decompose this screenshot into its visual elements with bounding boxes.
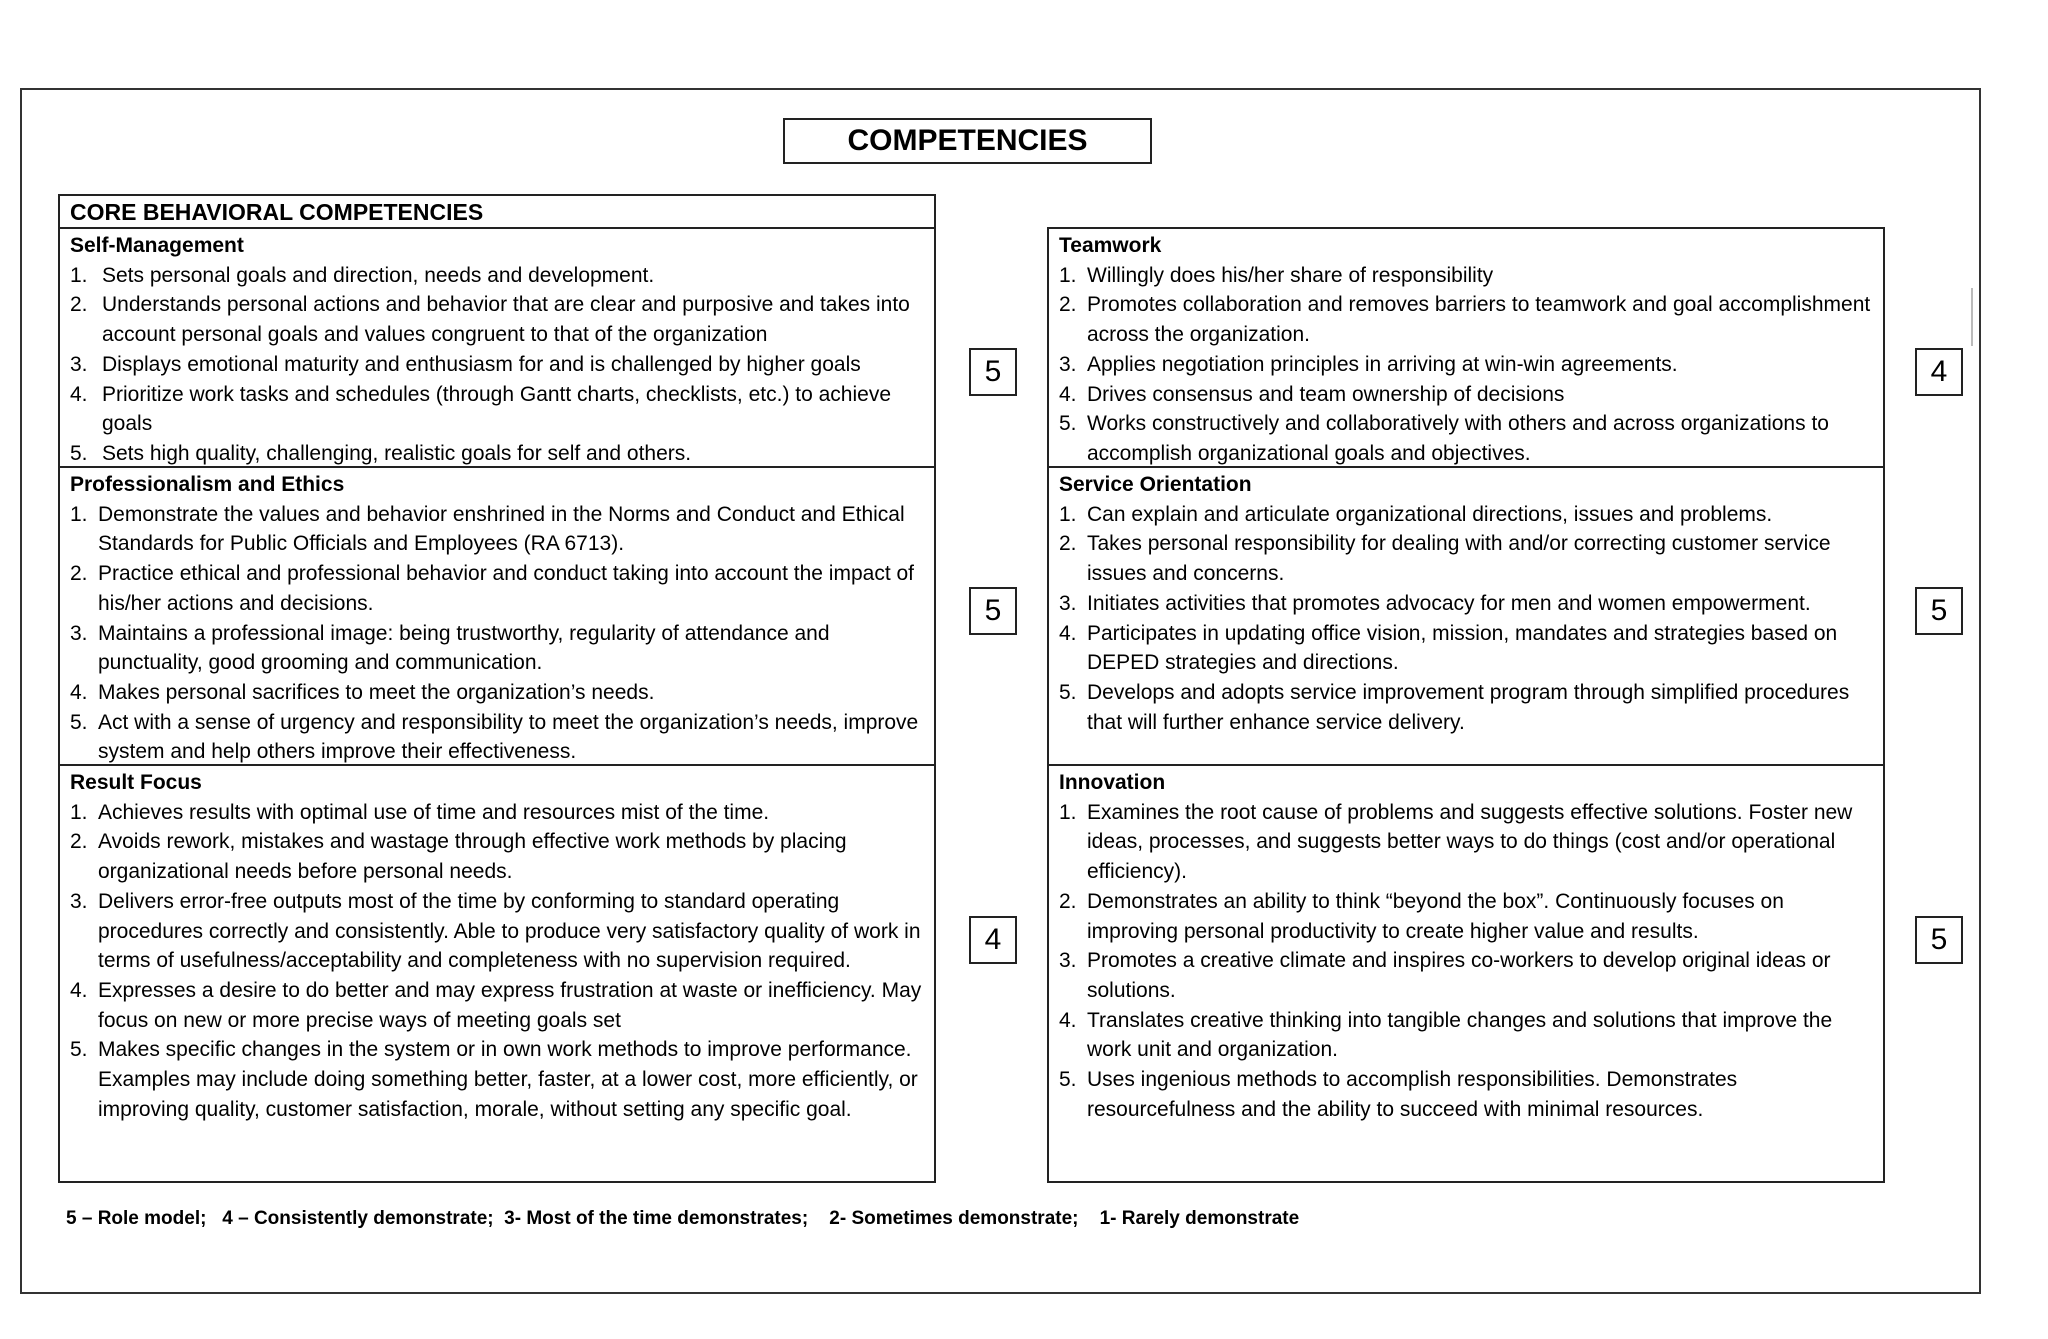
core-competencies-header: CORE BEHAVIORAL COMPETENCIES [58,194,936,227]
list-item: 4. Expresses a desire to do better and may express frustration at waste or inefficiency. May focus on new or more precise ways of meeting goals set [70,978,922,1032]
competency-title: Self-Management [70,234,244,257]
rating-innovation: 5 [1915,916,1963,964]
competency-box-professionalism [58,466,936,766]
list-item: 2. Demonstrates an ability to think “beyond the box”. Continuously focuses on improving personal productivity to create higher value and results. [1059,889,1784,943]
list-item: 3. Applies negotiation principles in arriving at win-win agreements. [1059,352,1678,376]
list-item: 3. Initiates activities that promotes advocacy for men and women empowerment. [1059,591,1811,615]
list-item: 5. Makes specific changes in the system or in own work methods to improve performance. Examples may include doing something better, faster, at a lower cost, more efficiently, or improving quality, customer satisfaction, morale, without setting any specific goal. [70,1038,918,1121]
list-item: 1. Achieves results with optimal use of time and resources mist of the time. [70,800,770,824]
rating-result-focus: 4 [969,916,1017,964]
list-item: 5. Uses ingenious methods to accomplish responsibilities. Demonstrates resourcefulness and the ability to succeed with minimal resources. [1059,1068,1738,1121]
competency-box-result-focus [58,764,936,1183]
page-title: COMPETENCIES [783,118,1152,164]
competency-title: Professionalism and Ethics [70,473,345,496]
list-item: 3. Maintains a professional image: being trustworthy, regularity of attendance and punctuality, good grooming and communication. [70,621,830,675]
rating-professionalism: 5 [969,587,1017,635]
rating-teamwork: 4 [1915,348,1963,396]
competency-box-service-orientation [1047,466,1885,766]
list-item: 1. Can explain and articulate organizational directions, issues and problems. [1059,502,1773,526]
competency-title: Service Orientation [1059,473,1252,496]
behavior-list [70,798,924,1125]
rating-legend: 5 – Role model; 4 – Consistently demonstrate; 3- Most of the time demonstrates; 2- Sometimes demonstrate; 1- Rarely demonstrate [66,1208,1300,1229]
behavior-list [70,500,924,766]
list-item: 5. Develops and adopts service improvement program through simplified procedures that will further enhance service delivery. [1059,680,1850,734]
list-item: 4. Drives consensus and team ownership of decisions [1059,382,1565,406]
list-item: 1. Examines the root cause of problems and suggests effective solutions. Foster new ideas, processes, and suggests better ways to do things (cost and/or operational efficiency). [1059,800,1853,884]
list-item: 2. Promotes collaboration and removes barriers to teamwork and goal accomplishment across the organization. [1059,293,1871,347]
list-item: 3. Delivers error-free outputs most of the time by conforming to standard operating procedures correctly and consistently. Able to produce very satisfactory quality of work in terms of usefulness/acceptability and completeness with no supervision required. [70,889,921,973]
behavior-list [70,261,924,468]
list-item: 2. Avoids rework, mistakes and wastage through effective work methods by placing organizational needs before personal needs. [70,830,847,884]
list-item: 3. Displays emotional maturity and enthusiasm for and is challenged by higher goals [70,352,861,376]
list-item: 2. Practice ethical and professional behavior and conduct taking into account the impact of his/her actions and decisions. [70,562,914,615]
list-item: 4. Translates creative thinking into tangible changes and solutions that improve the work unit and organization. [1059,1008,1833,1062]
list-item: 1. Demonstrate the values and behavior enshrined in the Norms and Conduct and Ethical Standards for Public Officials and Employees (RA 6713). [70,502,905,556]
list-item: 5. Works constructively and collaboratively with others and across organizations to accomplish organizational goals and objectives. [1059,412,1829,465]
competency-title: Innovation [1059,771,1166,794]
list-item: 2. Takes personal responsibility for dealing with and/or correcting customer service issues and concerns. [1059,532,1831,586]
list-item: 4. Prioritize work tasks and schedules (through Gantt charts, checklists, etc.) to achieve goals [70,382,892,436]
competency-box-innovation [1047,764,1885,1183]
behavior-list [1059,261,1873,468]
behavior-list [1059,798,1873,1125]
rating-service-orientation: 5 [1915,587,1963,635]
list-item: 1. Sets personal goals and direction, needs and development. [70,263,655,287]
list-item: 2. Understands personal actions and behavior that are clear and purposive and takes into account personal goals and values congruent to that of the organization [70,293,910,347]
competency-title: Result Focus [70,771,202,794]
competency-title: Teamwork [1059,234,1162,257]
competency-box-teamwork [1047,227,1885,468]
list-item: 1. Willingly does his/her share of responsibility [1059,263,1494,287]
behavior-list [1059,500,1873,738]
list-item: 4. Participates in updating office vision, mission, mandates and strategies based on DEPED strategies and directions. [1059,621,1838,675]
list-item: 5. Act with a sense of urgency and responsibility to meet the organization’s needs, improve system and help others improve their effectiveness. [70,710,919,764]
list-item: 4. Makes personal sacrifices to meet the organization’s needs. [70,680,655,704]
rating-self-management: 5 [969,348,1017,396]
list-item: 3. Promotes a creative climate and inspires co-workers to develop original ideas or solutions. [1059,949,1831,1002]
competency-box-self-management [58,227,936,468]
list-item: 5. Sets high quality, challenging, realistic goals for self and others. [70,441,692,465]
scrollbar-marker [1971,288,1973,346]
